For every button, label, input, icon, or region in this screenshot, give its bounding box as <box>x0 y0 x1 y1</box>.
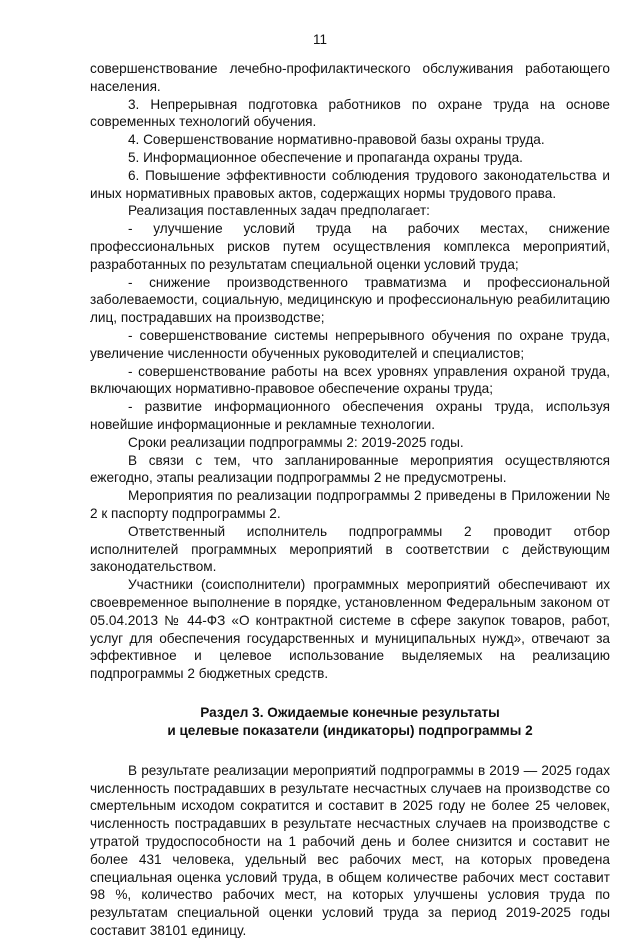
task-item-4: 4. Совершенствование нормативно-правовой базы охраны труда. <box>128 132 545 148</box>
section-heading-line-1: Раздел 3. Ожидаемые конечные результаты <box>200 704 500 720</box>
measure-item-5: - развитие информационного обеспечения охраны труда, используя новейшие информационные и рекламные технологии. <box>90 399 610 432</box>
section-heading <box>90 704 610 740</box>
timeline-paragraph: Сроки реализации подпрограммы 2: 2019-2025 годы. <box>128 434 464 450</box>
measure-item-1: - улучшение условий труда на рабочих местах, снижение профессиональных рисков путем осуществления комплекса мероприятий, разработанных по результатам специальной оценки условий труда; <box>90 221 610 272</box>
implementation-intro: Реализация поставленных задач предполагает: <box>128 203 430 219</box>
section-heading-line-2: и целевые показатели (индикаторы) подпрограммы 2 <box>167 722 533 738</box>
participants-paragraph: Участники (соисполнители) программных мероприятий обеспечивают их своевременное выполнение в порядке, установленном Федеральным законом от 05.04.2013 № 44-ФЗ «О контрактной системе в сфере закупок товаров, работ, услуг для обеспечения государственных и муниципальных нужд», отвечают за эффективное и целевое использование выделяемых на реализацию подпрограммы 2 бюджетных средств. <box>90 577 610 682</box>
measure-item-4: - совершенствование работы на всех уровнях управления охраной труда, включающих нормативно-правовое обеспечение охраны труда; <box>90 363 610 397</box>
task-item-5: 5. Информационное обеспечение и пропаганда охраны труда. <box>128 149 523 165</box>
results-paragraph: В результате реализации мероприятий подпрограммы в 2019 — 2025 годах численность пострадавших в результате несчастных случаев на производстве со смертельным исходом сократится и составит в 2025 году не более 25 человек, численность пострадавших в результате несчастных случаев на производстве с утратой трудоспособности на 1 рабочий день и более снизится и составит не более 431 человека, удельный вес рабочих мест, на которых проведена специальная оценка условий труда, в общем количестве рабочих мест составит 98 %, количество рабочих мест, на которых улучшены условия труда по результатам специальной оценки условий труда за период 2019-2025 годы составит 38101 единицу. <box>90 762 610 939</box>
appendix-paragraph: Мероприятия по реализации подпрограммы 2 приведены в Приложении № 2 к паспорту подпрограммы 2. <box>90 488 610 521</box>
responsible-executor-paragraph: Ответственный исполнитель подпрограммы 2 проводит отбор исполнителей программных мероприятий в соответствии с действующим законодательством. <box>90 523 610 575</box>
page-body <box>90 60 610 940</box>
page-number: 11 <box>312 32 327 47</box>
measure-item-3: - совершенствование системы непрерывного обучения по охране труда, увеличение численности обученных руководителей и специалистов; <box>90 327 610 361</box>
stages-paragraph: В связи с тем, что запланированные мероприятия осуществляются ежегодно, этапы реализации подпрограммы 2 не предусмотрены. <box>90 452 610 486</box>
task-item-3: 3. Непрерывная подготовка работников по охране труда на основе современных технологий обучения. <box>90 96 610 130</box>
paragraph-continuation: совершенствование лечебно-профилактического обслуживания работающего населения. <box>90 61 610 94</box>
task-item-6: 6. Повышение эффективности соблюдения трудового законодательства и иных нормативных правовых актов, содержащих нормы трудового права. <box>90 167 610 201</box>
measure-item-2: - снижение производственного травматизма и профессиональной заболеваемости, социальную, медицинскую и профессиональную реабилитацию лиц, пострадавших на производстве; <box>90 274 610 326</box>
